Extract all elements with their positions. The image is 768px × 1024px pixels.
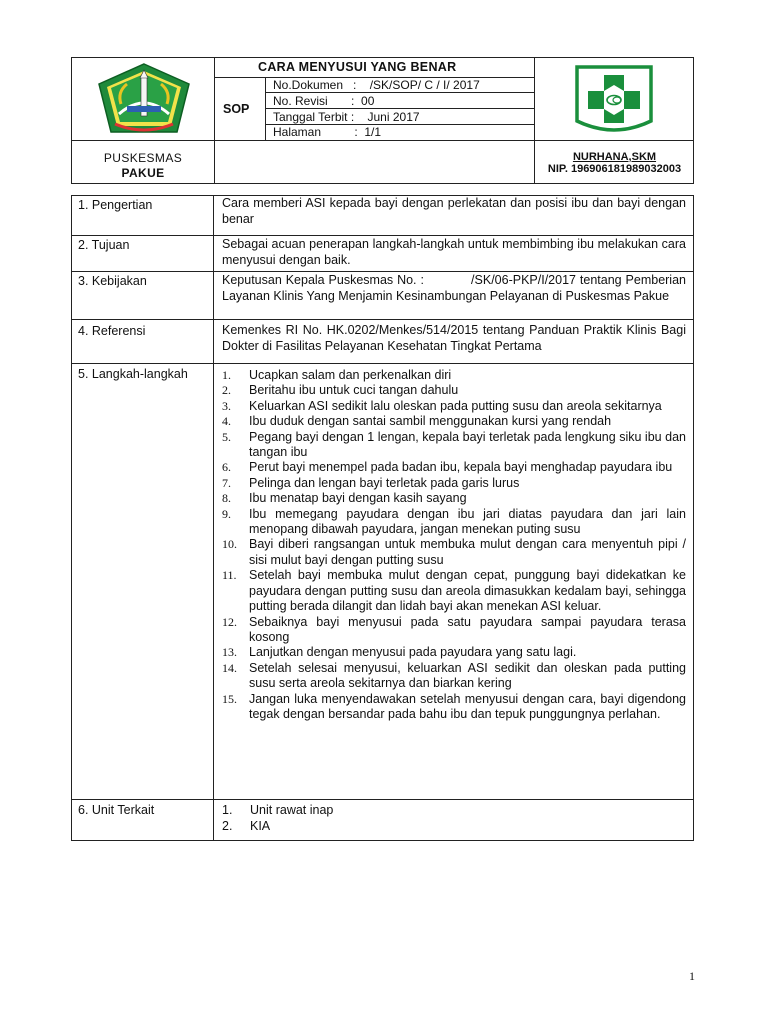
text-pengertian: Cara memberi ASI kepada bayi dengan perlekatan dan posisi ibu dan bayi dengan benar [222,196,686,226]
step-text: Jangan luka menyendawakan setelah menyusui dengan cara, bayi digendong tegak dengan bersandar pada bahu ibu dan tepuk punggungnya perlahan. [249,691,686,721]
page-title: CARA MENYUSUI YANG BENAR [258,60,457,74]
label-langkah: 5. Langkah-langkah [78,367,188,381]
step-number: 15. [222,691,237,706]
step-text: Sebaiknya bayi menyusui pada satu payudara sampai payudara terasa kosong [249,614,686,644]
step-number: 10. [222,537,237,552]
issue-date: Tanggal Terbit : Juni 2017 [273,110,420,124]
list-item [222,818,522,834]
step-number: 14. [222,660,237,675]
step-number: 12. [222,614,237,629]
revision-number: No. Revisi : 00 [273,94,375,108]
step-number: 2. [222,383,231,398]
sop-label: SOP [223,102,250,116]
step-number: 11. [222,568,237,583]
step-number: 6. [222,460,231,475]
list-item [222,802,522,818]
unit-text: KIA [250,819,271,833]
unit-text: Unit rawat inap [250,803,334,817]
list-item [222,537,686,568]
text-referensi: Kemenkes RI No. HK.0202/Menkes/514/2015 tentang Panduan Praktik Klinis Bagi Dokter di Fasilitas Pelayanan Kesehatan Tingkat Pertama [222,323,686,353]
org-name-line1: PUSKESMAS [103,151,183,165]
step-number: 4. [222,414,231,429]
step-number: 8. [222,491,231,506]
puskesmas-cross-icon [569,63,659,137]
list-item [222,661,686,692]
step-text: Lanjutkan dengan menyusui pada payudara yang satu lagi. [249,645,577,660]
step-text: Pelinga dan lengan bayi terletak pada garis lurus [249,475,520,490]
step-text: Setelah bayi membuka mulut dengan cepat, punggung bayi didekatkan ke payudara dengan putting susu dan areola dimasukkan kedalam bayi, sehingga putting berada dilangit dan lidah bayi akan menekan ASI keluar. [249,568,686,614]
unit-number: 2. [222,819,233,833]
list-item [222,430,686,461]
doc-number: No.Dokumen : /SK/SOP/ C / I/ 2017 [273,78,480,92]
page-number: 1 [689,969,695,983]
list-item [222,383,686,398]
label-tujuan: 2. Tujuan [78,238,130,252]
list-item [222,460,686,475]
step-text: Perut bayi menempel pada badan ibu, kepala bayi menghadap payudara ibu [249,460,673,475]
step-text: Ibu duduk dengan santai sambil menggunakan kursi yang rendah [249,414,612,429]
text-tujuan: Sebagai acuan penerapan langkah-langkah untuk membimbing ibu melakukan cara menyusui dengan baik. [222,237,686,267]
label-kebijakan: 3. Kebijakan [78,274,147,288]
org-name-line2: PAKUE [121,166,165,180]
step-number: 1. [222,368,231,382]
step-number: 13. [222,645,237,660]
signer-nip: NIP. 196906181989032003 [547,163,682,175]
list-item [222,414,686,429]
unit-number: 1. [222,803,233,817]
step-text: Ucapkan salam dan perkenalkan diri [249,368,452,382]
list-item [222,507,686,538]
step-number: 3. [222,398,231,413]
step-text: Keluarkan ASI sedikit lalu oleskan pada putting susu dan areola sekitarnya [249,398,662,413]
text-kebijakan: Keputusan Kepala Puskesmas No. : /SK/06-PKP/I/2017 tentang Pemberian Layanan Klinis Yang Menjamin Kesinambungan Pelayanan di Puskesmas Pakue [222,273,690,303]
list-item [222,645,686,660]
step-text: Beritahu ibu untuk cuci tangan dahulu [249,383,459,398]
step-number: 7. [222,475,231,490]
org-name [72,151,214,181]
regency-emblem-icon [97,62,191,136]
step-text: Ibu menatap bayi dengan kasih sayang [249,491,467,506]
label-referensi: 4. Referensi [78,324,146,338]
list-item [222,568,686,614]
list-item [222,399,686,414]
label-pengertian: 1. Pengertian [78,198,153,212]
step-text: Ibu memegang payudara dengan ibu jari diatas payudara dan jari lain menopang dibawah payudara, jangan menekan puting susu [249,506,686,537]
signer-block [535,151,694,175]
steps-list [222,368,686,722]
list-item [222,615,686,646]
step-text: Setelah selesai menyusui, keluarkan ASI sedikit dan oleskan pada putting susu serta areola sekitarnya dan biarkan kering [249,660,686,691]
step-text: Pegang bayi dengan 1 lengan, kepala bayi terletak pada lengkung siku ibu dan tangan ibu [249,429,686,460]
page-count: Halaman : 1/1 [273,125,382,139]
list-item [222,491,686,506]
step-text: Bayi diberi rangsangan untuk membuka mulut dengan cara menyentuh pipi / sisi mulut bayi dengan putting susu [249,537,686,567]
step-number: 9. [222,506,231,521]
list-item [222,476,686,491]
list-item [222,368,686,383]
step-number: 5. [222,429,231,444]
list-item [222,692,686,723]
unit-list [222,802,522,834]
signer-name: NURHANA,SKM [572,151,657,163]
label-unit-terkait: 6. Unit Terkait [78,803,155,817]
